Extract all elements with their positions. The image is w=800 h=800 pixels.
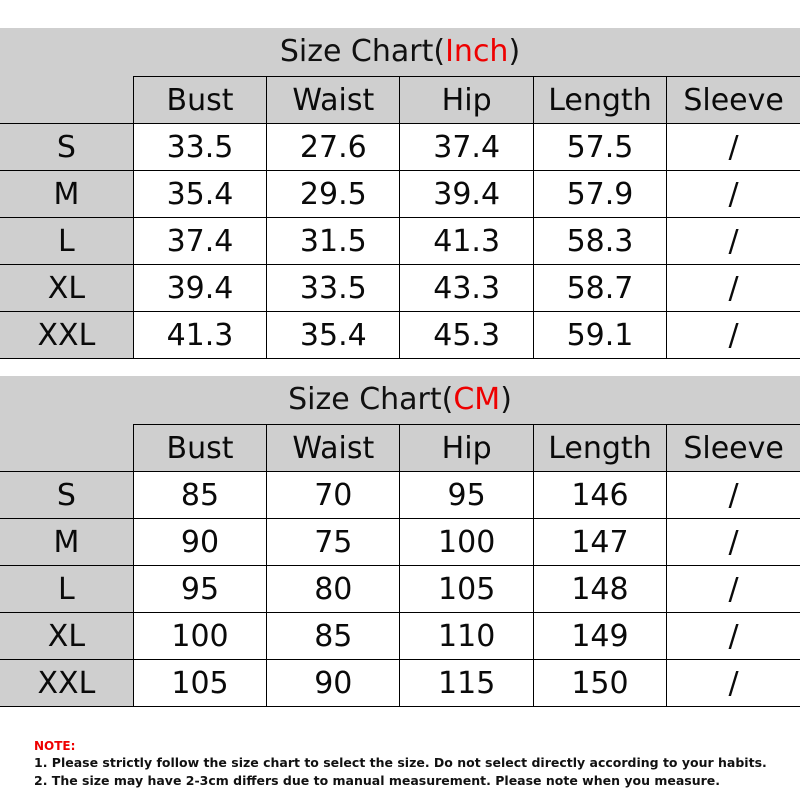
cell-m-waist: 29.5 [267, 171, 400, 218]
cell-xl-bust: 100 [133, 613, 266, 660]
cell-xxl-bust: 41.3 [133, 312, 266, 359]
column-header-waist: Waist [267, 77, 400, 124]
row-label-xxl: XXL [0, 660, 133, 707]
table-corner-cell [0, 425, 133, 472]
cell-m-bust: 35.4 [133, 171, 266, 218]
row-label-s: S [0, 124, 133, 171]
table-row [0, 519, 800, 566]
column-header-bust: Bust [133, 425, 266, 472]
chart-title-text: Size Chart( [288, 382, 454, 417]
cell-xl-hip: 43.3 [400, 265, 533, 312]
column-header-sleeve: Sleeve [667, 77, 800, 124]
table-row [0, 566, 800, 613]
cell-s-hip: 37.4 [400, 124, 533, 171]
chart-title-close: ) [508, 34, 521, 69]
cell-m-sleeve: / [667, 171, 800, 218]
cell-l-sleeve: / [667, 566, 800, 613]
cell-m-waist: 75 [267, 519, 400, 566]
note-title: NOTE: [34, 739, 76, 753]
cell-s-waist: 27.6 [267, 124, 400, 171]
size-table-cm [0, 424, 800, 707]
table-row [0, 660, 800, 707]
cell-xl-sleeve: / [667, 613, 800, 660]
column-header-length: Length [533, 77, 666, 124]
row-label-m: M [0, 519, 133, 566]
cell-m-bust: 90 [133, 519, 266, 566]
chart-title-unit: Inch [445, 34, 509, 69]
size-table-inch [0, 76, 800, 359]
row-label-m: M [0, 171, 133, 218]
cell-s-waist: 70 [267, 472, 400, 519]
cell-xxl-waist: 35.4 [267, 312, 400, 359]
row-label-s: S [0, 472, 133, 519]
cell-xl-length: 149 [533, 613, 666, 660]
column-header-hip: Hip [400, 425, 533, 472]
cell-s-length: 146 [533, 472, 666, 519]
row-label-l: L [0, 566, 133, 613]
cell-xxl-length: 150 [533, 660, 666, 707]
cell-l-waist: 31.5 [267, 218, 400, 265]
size-chart-cm [0, 376, 800, 707]
row-label-xxl: XXL [0, 312, 133, 359]
column-header-bust: Bust [133, 77, 266, 124]
table-header-row [0, 425, 800, 472]
column-header-waist: Waist [267, 425, 400, 472]
cell-xxl-sleeve: / [667, 660, 800, 707]
column-header-hip: Hip [400, 77, 533, 124]
cell-l-hip: 105 [400, 566, 533, 613]
cell-l-length: 58.3 [533, 218, 666, 265]
cell-l-sleeve: / [667, 218, 800, 265]
column-header-sleeve: Sleeve [667, 425, 800, 472]
row-label-xl: XL [0, 613, 133, 660]
cell-xl-bust: 39.4 [133, 265, 266, 312]
chart-title-cm [0, 376, 800, 424]
table-header-row [0, 77, 800, 124]
cell-s-sleeve: / [667, 124, 800, 171]
cell-xl-waist: 85 [267, 613, 400, 660]
cell-m-length: 147 [533, 519, 666, 566]
note-line-2: 2. The size may have 2-3cm differs due to manual measurement. Please note when you measure. [34, 773, 720, 788]
cell-xxl-waist: 90 [267, 660, 400, 707]
chart-title-text: Size Chart( [279, 34, 446, 69]
note-section [34, 738, 774, 790]
chart-title-unit: CM [453, 382, 501, 417]
cell-xl-waist: 33.5 [267, 265, 400, 312]
cell-xxl-hip: 45.3 [400, 312, 533, 359]
table-row [0, 312, 800, 359]
table-row [0, 472, 800, 519]
cell-m-hip: 100 [400, 519, 533, 566]
cell-xxl-hip: 115 [400, 660, 533, 707]
cell-l-bust: 95 [133, 566, 266, 613]
size-chart-inch [0, 28, 800, 359]
table-row [0, 124, 800, 171]
table-row [0, 613, 800, 660]
cell-l-length: 148 [533, 566, 666, 613]
row-label-xl: XL [0, 265, 133, 312]
column-header-length: Length [533, 425, 666, 472]
cell-s-sleeve: / [667, 472, 800, 519]
chart-title-close: ) [500, 382, 512, 417]
cell-s-length: 57.5 [533, 124, 666, 171]
cell-l-hip: 41.3 [400, 218, 533, 265]
cell-xl-hip: 110 [400, 613, 533, 660]
cell-l-bust: 37.4 [133, 218, 266, 265]
cell-xxl-sleeve: / [667, 312, 800, 359]
table-row [0, 265, 800, 312]
cell-m-hip: 39.4 [400, 171, 533, 218]
cell-m-length: 57.9 [533, 171, 666, 218]
note-line-1: 1. Please strictly follow the size chart to select the size. Do not select directly according to your habits. [34, 755, 767, 770]
cell-xl-sleeve: / [667, 265, 800, 312]
cell-xl-length: 58.7 [533, 265, 666, 312]
cell-m-sleeve: / [667, 519, 800, 566]
table-row [0, 171, 800, 218]
cell-xxl-bust: 105 [133, 660, 266, 707]
cell-s-bust: 33.5 [133, 124, 266, 171]
chart-title-inch [0, 28, 800, 76]
table-corner-cell [0, 77, 133, 124]
table-row [0, 218, 800, 265]
cell-s-hip: 95 [400, 472, 533, 519]
cell-xxl-length: 59.1 [533, 312, 666, 359]
cell-l-waist: 80 [267, 566, 400, 613]
row-label-l: L [0, 218, 133, 265]
cell-s-bust: 85 [133, 472, 266, 519]
